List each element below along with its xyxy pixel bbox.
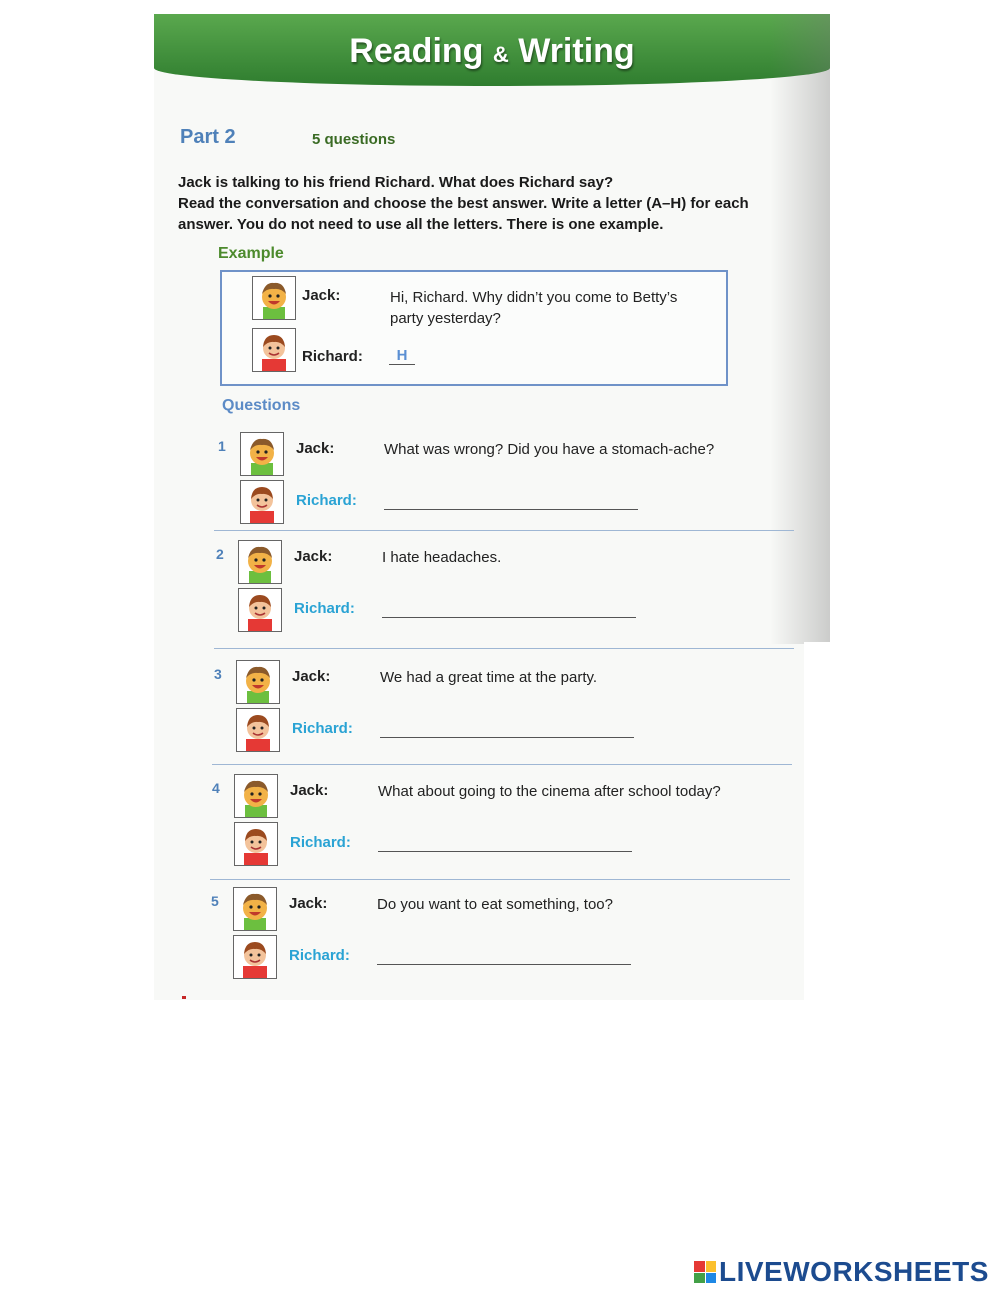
speaker-richard: Richard:	[292, 720, 353, 737]
jack-avatar-icon	[252, 276, 296, 320]
answer-field-2[interactable]	[382, 617, 636, 618]
title-ampersand: &	[492, 42, 509, 67]
instructions	[178, 172, 818, 235]
richard-avatar-icon	[233, 935, 277, 979]
part-label: Part 2	[180, 126, 236, 148]
question-number: 5	[211, 893, 219, 909]
jack-line-1: Hi, Richard. Why didn’t you come to Betty’s	[390, 289, 678, 306]
speaker-jack: Jack:	[294, 548, 333, 565]
speaker-richard: Richard:	[289, 947, 350, 964]
speaker-jack: Jack:	[289, 895, 328, 912]
jack-line: What was wrong? Did you have a stomach-ache?	[384, 441, 715, 458]
brand-logo-icon	[694, 1261, 716, 1283]
richard-avatar-icon	[234, 822, 278, 866]
jack-line: I hate headaches.	[382, 549, 502, 566]
example-answer: H	[389, 347, 415, 365]
worksheet-page	[154, 14, 830, 1000]
answer-field-1[interactable]	[384, 509, 638, 510]
jack-line: What about going to the cinema after school today?	[378, 783, 721, 800]
jack-line-2: party yesterday?	[390, 310, 501, 327]
instruction-line: Jack is talking to his friend Richard. What does Richard say?	[178, 174, 614, 191]
speaker-jack: Jack:	[292, 668, 331, 685]
question-separator	[212, 764, 792, 765]
title-reading: Reading	[349, 32, 484, 70]
richard-avatar-icon	[238, 588, 282, 632]
instruction-line: answer. You do not need to use all the letters. There is one example.	[178, 216, 664, 233]
question-separator	[214, 648, 794, 649]
instruction-line: Read the conversation and choose the best answer. Write a letter (A–H) for each	[178, 195, 749, 212]
question-number: 3	[214, 666, 222, 682]
speaker-richard: Richard:	[302, 348, 363, 365]
red-mark	[182, 996, 186, 999]
jack-line: We had a great time at the party.	[380, 669, 598, 686]
speaker-jack: Jack:	[302, 287, 341, 304]
jack-avatar-icon	[233, 887, 277, 931]
speaker-richard: Richard:	[296, 492, 357, 509]
question-separator	[214, 530, 794, 531]
answer-field-3[interactable]	[380, 737, 634, 738]
jack-line: Do you want to eat something, too?	[377, 896, 613, 913]
question-number: 4	[212, 780, 220, 796]
liveworksheets-logo	[694, 1256, 989, 1288]
speaker-jack: Jack:	[296, 440, 335, 457]
example-label: Example	[218, 245, 284, 262]
page-edge-shadow	[770, 14, 830, 644]
richard-avatar-icon	[236, 708, 280, 752]
question-number: 2	[216, 546, 224, 562]
page-cut	[804, 642, 830, 1000]
question-number: 1	[218, 438, 226, 454]
jack-avatar-icon	[238, 540, 282, 584]
richard-avatar-icon	[240, 480, 284, 524]
question-separator	[210, 879, 790, 880]
jack-avatar-icon	[240, 432, 284, 476]
jack-line	[390, 287, 677, 329]
richard-avatar-icon	[252, 328, 296, 372]
questions-label: Questions	[222, 397, 301, 414]
answer-field-5[interactable]	[377, 964, 631, 965]
speaker-jack: Jack:	[290, 782, 329, 799]
title-writing: Writing	[518, 32, 635, 70]
speaker-richard: Richard:	[290, 834, 351, 851]
answer-field-4[interactable]	[378, 851, 632, 852]
jack-avatar-icon	[236, 660, 280, 704]
jack-avatar-icon	[234, 774, 278, 818]
page-title	[154, 32, 830, 71]
speaker-richard: Richard:	[294, 600, 355, 617]
question-count: 5 questions	[312, 131, 396, 148]
brand-text: LIVEWORKSHEETS	[719, 1256, 989, 1287]
